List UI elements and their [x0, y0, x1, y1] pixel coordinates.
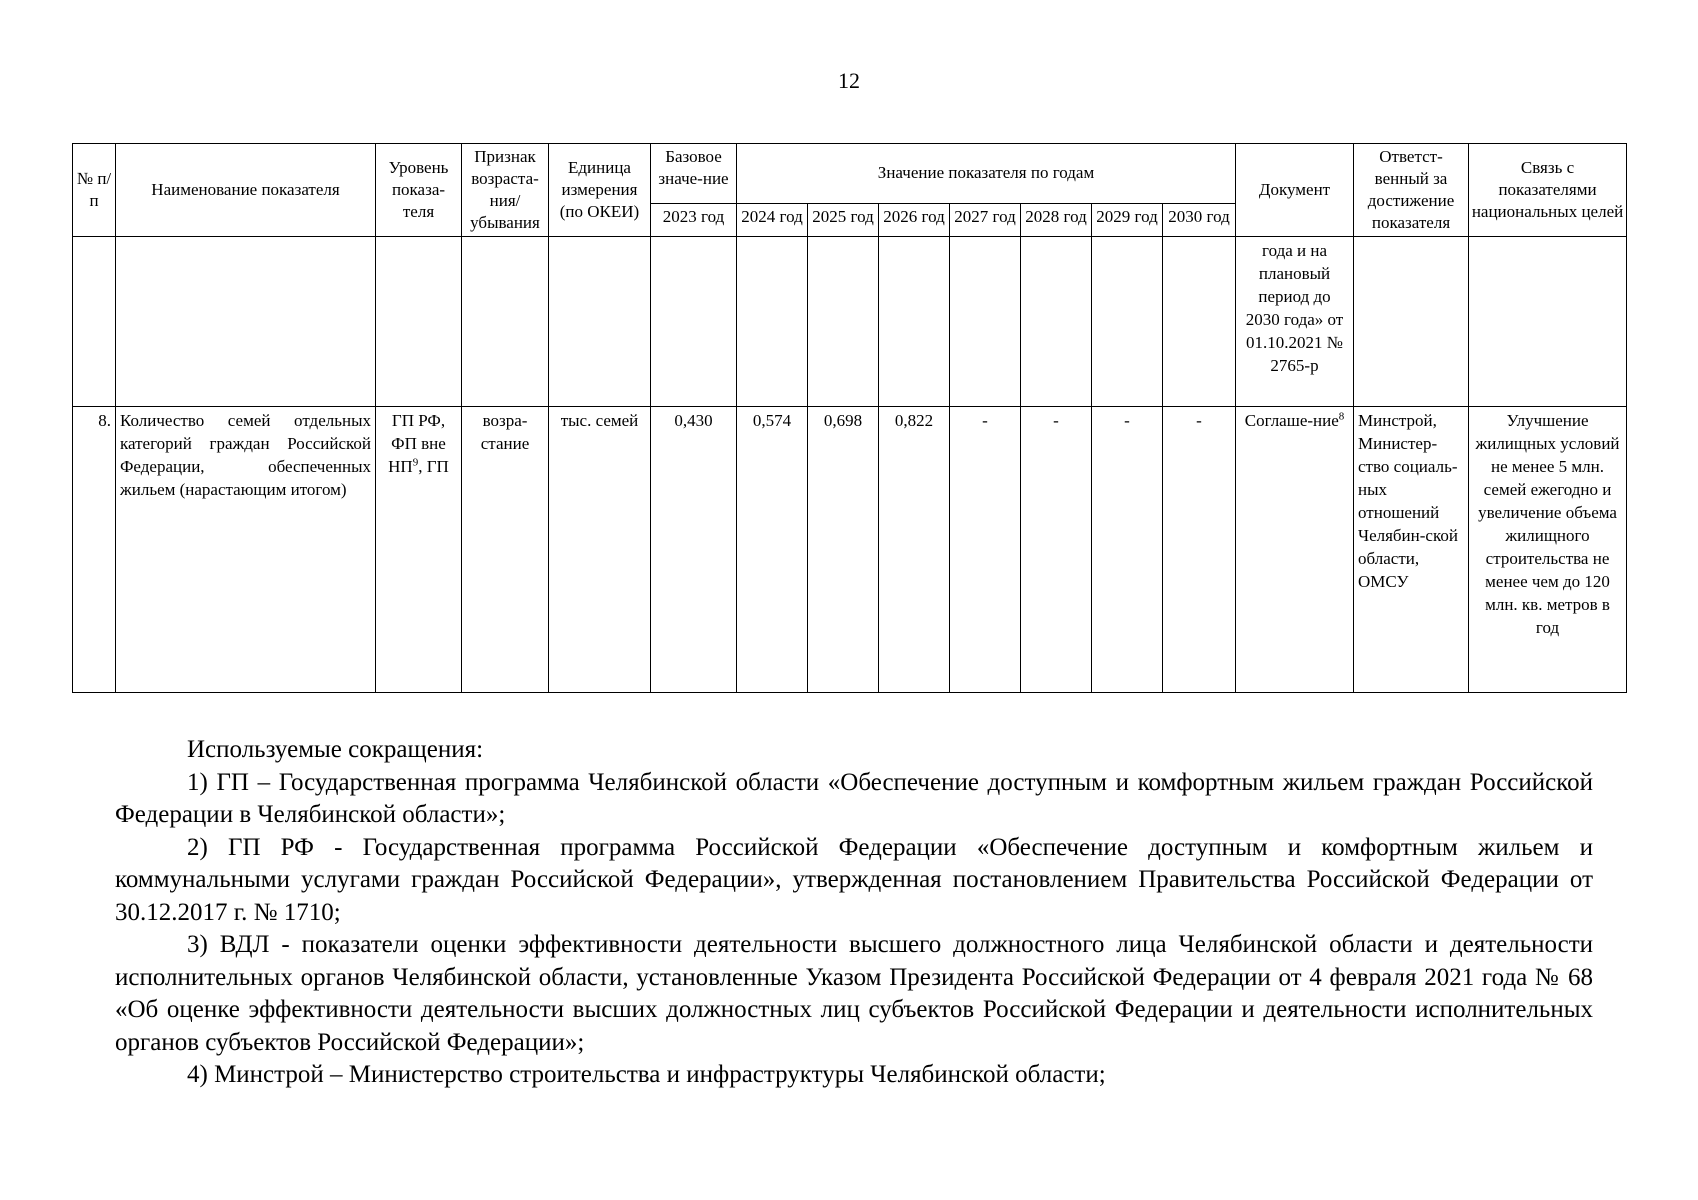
cell-empty: [116, 237, 376, 407]
header-level: Уровень показа-теля: [376, 144, 462, 237]
header-values-by-year: Значение показателя по годам: [737, 144, 1236, 204]
cell-empty: [376, 237, 462, 407]
abbreviations-heading: Используемые сокращения:: [187, 736, 484, 763]
header-trend: Признак возраста-ния/ убывания: [462, 144, 549, 237]
header-year-2025: 2025 год: [808, 203, 879, 236]
abbreviation-item: 2) ГП РФ - Государственная программа Российской Федерации «Обеспечение доступным и комфортным жильем и коммунальными услугами граждан Российской Федерации», утвержденная постановлением Правительства Российской Федерации от 30.12.2017 г. № 1710;: [115, 833, 1593, 926]
cell-empty: [1354, 237, 1469, 407]
cell-empty: [808, 237, 879, 407]
cell-link: Улучшение жилищных условий не менее 5 млн. семей ежегодно и увеличение объема жилищного строительства не менее чем до 120 млн. кв. метров в год: [1469, 407, 1627, 693]
level-text-b: , ГП: [418, 457, 449, 476]
cell-empty: [950, 237, 1021, 407]
document-text: Соглаше-ние: [1244, 411, 1339, 430]
cell-empty: [1021, 237, 1092, 407]
header-year-2028: 2028 год: [1021, 203, 1092, 236]
cell-value-2025: 0,698: [808, 407, 879, 693]
cell-empty: [737, 237, 808, 407]
cell-empty: [651, 237, 737, 407]
header-year-2026: 2026 год: [879, 203, 950, 236]
cell-num: 8.: [73, 407, 116, 693]
abbreviation-item: 3) ВДЛ - показатели оценки эффективности деятельности высшего должностного лица Челябинской области и деятельности исполнительных органов Челябинской области, установленные Указом Президента Российской Федерации от 4 февраля 2021 года № 68 «Об оценке эффективности деятельности высших должностных лиц субъектов Российской Федерации и деятельности исполнительных органов субъектов Российской Федерации»;: [115, 931, 1593, 1056]
table-row-continuation: [73, 237, 1627, 407]
footnote-ref-9: 9: [412, 456, 419, 469]
cell-value-2030: -: [1163, 407, 1236, 693]
cell-document-continuation: года и на плановый период до 2030 года» от 01.10.2021 № 2765-р: [1236, 237, 1354, 407]
cell-empty: [879, 237, 950, 407]
abbreviation-item: 1) ГП – Государственная программа Челябинской области «Обеспечение доступным и комфортным жильем граждан Российской Федерации в Челябинской области»;: [115, 768, 1593, 828]
header-document: Документ: [1236, 144, 1354, 237]
header-row: [73, 144, 1627, 204]
header-year-2030: 2030 год: [1163, 203, 1236, 236]
header-name: Наименование показателя: [116, 144, 376, 237]
cell-responsible: Минстрой, Министер-ство социаль-ных отношений Челябин-ской области, ОМСУ: [1354, 407, 1469, 693]
header-year-2029: 2029 год: [1092, 203, 1163, 236]
header-link: Связь с показателями национальных целей: [1469, 144, 1627, 237]
header-num: № п/п: [73, 144, 116, 237]
cell-value-2026: 0,822: [879, 407, 950, 693]
cell-value-2029: -: [1092, 407, 1163, 693]
page-number: 12: [838, 68, 860, 93]
indicators-table: [72, 143, 1627, 693]
level-text-a: ГП РФ, ФП вне НП: [388, 411, 446, 476]
cell-value-2024: 0,574: [737, 407, 808, 693]
cell-value-2027: -: [950, 407, 1021, 693]
header-unit: Единица измерения (по ОКЕИ): [549, 144, 651, 237]
cell-empty: [462, 237, 549, 407]
abbreviations-section: [115, 734, 1593, 1092]
cell-document: [1236, 407, 1354, 693]
header-responsible: Ответст-венный за достижение показателя: [1354, 144, 1469, 237]
header-year-2023: 2023 год: [651, 203, 737, 236]
cell-empty: [1469, 237, 1627, 407]
cell-empty: [549, 237, 651, 407]
cell-empty: [73, 237, 116, 407]
cell-unit: тыс. семей: [549, 407, 651, 693]
header-year-2024: 2024 год: [737, 203, 808, 236]
cell-trend: возра-стание: [462, 407, 549, 693]
cell-name: Количество семей отдельных категорий граждан Российской Федерации, обеспеченных жильем (нарастающим итогом): [116, 407, 376, 693]
cell-value-2023: 0,430: [651, 407, 737, 693]
header-base-value: Базовое значе-ние: [651, 144, 737, 204]
table-row-8: [73, 407, 1627, 693]
cell-level: [376, 407, 462, 693]
footnote-ref-8: 8: [1338, 410, 1345, 423]
header-year-2027: 2027 год: [950, 203, 1021, 236]
cell-empty: [1092, 237, 1163, 407]
cell-value-2028: -: [1021, 407, 1092, 693]
cell-empty: [1163, 237, 1236, 407]
abbreviation-item: 4) Минстрой – Министерство строительства и инфраструктуры Челябинской области;: [187, 1061, 1106, 1088]
